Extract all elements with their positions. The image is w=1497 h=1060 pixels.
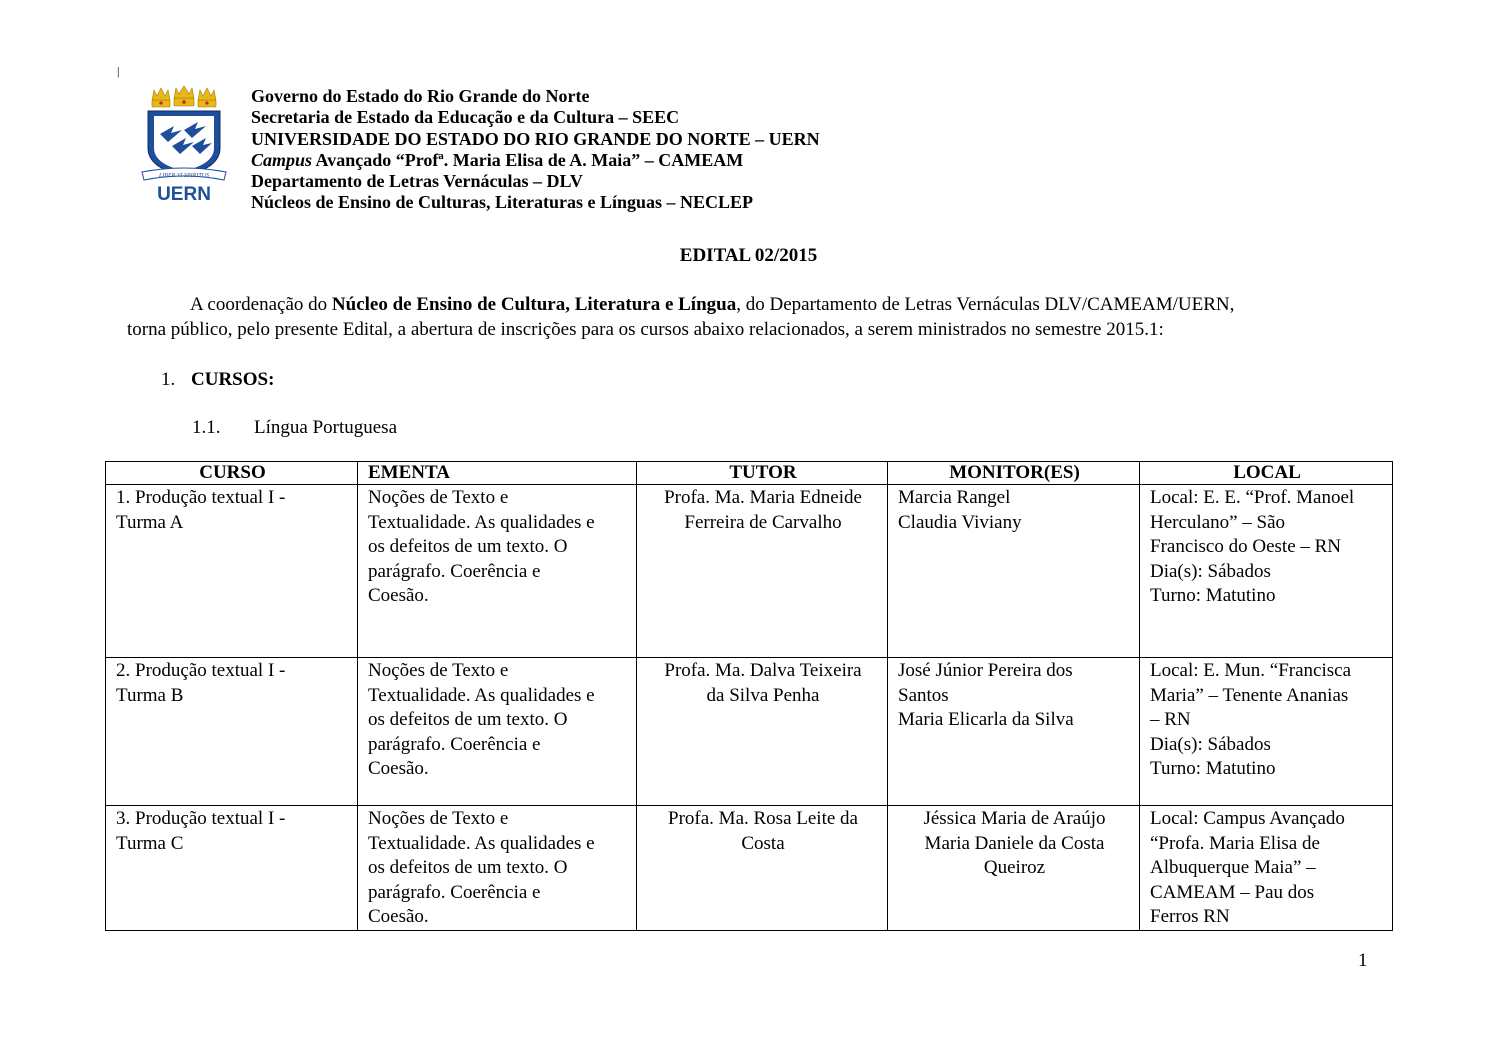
header-line-department: Departamento de Letras Vernáculas – DLV [251, 171, 583, 192]
subsection-heading [192, 416, 397, 440]
cell-monitores: Marcia Rangel Claudia Viviany [888, 485, 1140, 658]
logo-motto: LIBER VI SPIRITUS [159, 173, 209, 179]
column-header-curso: CURSO [106, 462, 358, 485]
cell-tutor: Profa. Ma. Maria Edneide Ferreira de Carvalho [637, 485, 888, 658]
header-line-university: UNIVERSIDADE DO ESTADO DO RIO GRANDE DO NORTE – UERN [251, 128, 820, 149]
header-line-campus [251, 150, 820, 171]
column-header-tutor: TUTOR [637, 462, 888, 485]
table-header-row [106, 462, 1393, 485]
institution-header [251, 86, 820, 214]
table-row [106, 485, 1393, 658]
intro-line2: torna público, pelo presente Edital, a abertura de inscrições para os cursos abaixo relacionados, a serem ministrados no semestre 2015.1: [127, 319, 1164, 340]
cell-tutor: Profa. Ma. Rosa Leite da Costa [637, 806, 888, 931]
column-header-local: LOCAL [1140, 462, 1393, 485]
subsection-number: 1.1. [192, 417, 221, 438]
table-row [106, 658, 1393, 806]
intro-bold: Núcleo de Ensino de Cultura, Literatura e Língua [331, 294, 737, 315]
cell-ementa: Noções de Texto e Textualidade. As qualidades e os defeitos de um texto. O parágrafo. Coerência e Coesão. [358, 658, 637, 806]
header-line-government: Governo do Estado do Rio Grande do Norte [251, 86, 590, 106]
section-label: CURSOS: [191, 369, 275, 390]
column-header-ementa: EMENTA [358, 462, 637, 485]
intro-paragraph [127, 292, 1377, 342]
campus-name: Avançado “Profª. Maria Elisa de A. Maia” – CAMEAM [312, 149, 744, 170]
section-number: 1. [161, 369, 176, 390]
cell-curso: 1. Produção textual I - Turma A [106, 485, 358, 658]
section-heading [161, 368, 274, 392]
column-header-monitores: MONITOR(ES) [888, 462, 1140, 485]
page-number: 1 [1358, 950, 1368, 971]
cell-local: Local: E. Mun. “Francisca Maria” – Tenente Ananias – RN Dia(s): Sábados Turno: Matutino [1140, 658, 1393, 806]
cell-monitores: José Júnior Pereira dos Santos Maria Elicarla da Silva [888, 658, 1140, 806]
subsection-label: Língua Portuguesa [254, 417, 398, 438]
uern-logo [138, 86, 230, 204]
header-line-nucleus: Núcleos de Ensino de Culturas, Literaturas e Línguas – NECLEP [251, 192, 754, 213]
cell-curso: 2. Produção textual I - Turma B [106, 658, 358, 806]
intro-part1: A coordenação do [190, 294, 332, 315]
table-row [106, 806, 1393, 931]
cell-curso: 3. Produção textual I - Turma C [106, 806, 358, 931]
courses-table [105, 461, 1393, 931]
cell-monitores: Jéssica Maria de Araújo Maria Daniele da Costa Queiroz [888, 806, 1140, 931]
campus-italic: Campus [251, 149, 313, 170]
cell-ementa: Noções de Texto e Textualidade. As qualidades e os defeitos de um texto. O parágrafo. Coerência e Coesão. [358, 485, 637, 658]
cell-local: Local: E. E. “Prof. Manoel Herculano” – São Francisco do Oeste – RN Dia(s): Sábados Turno: Matutino [1140, 485, 1393, 658]
cell-tutor: Profa. Ma. Dalva Teixeira da Silva Penha [637, 658, 888, 806]
cell-ementa: Noções de Texto e Textualidade. As qualidades e os defeitos de um texto. O parágrafo. Coerência e Coesão. [358, 806, 637, 931]
logo-acronym: UERN [157, 184, 211, 204]
document-title: EDITAL 02/2015 [679, 245, 818, 266]
crowns-icon [152, 86, 216, 107]
cell-local: Local: Campus Avançado “Profa. Maria Elisa de Albuquerque Maia” – CAMEAM – Pau dos Ferros RN [1140, 806, 1393, 931]
intro-part2: , do Departamento de Letras Vernáculas DLV/CAMEAM/UERN, [736, 294, 1235, 315]
header-line-secretariat: Secretaria de Estado da Educação e da Cultura – SEEC [251, 107, 680, 128]
margin-mark: | [117, 64, 120, 78]
